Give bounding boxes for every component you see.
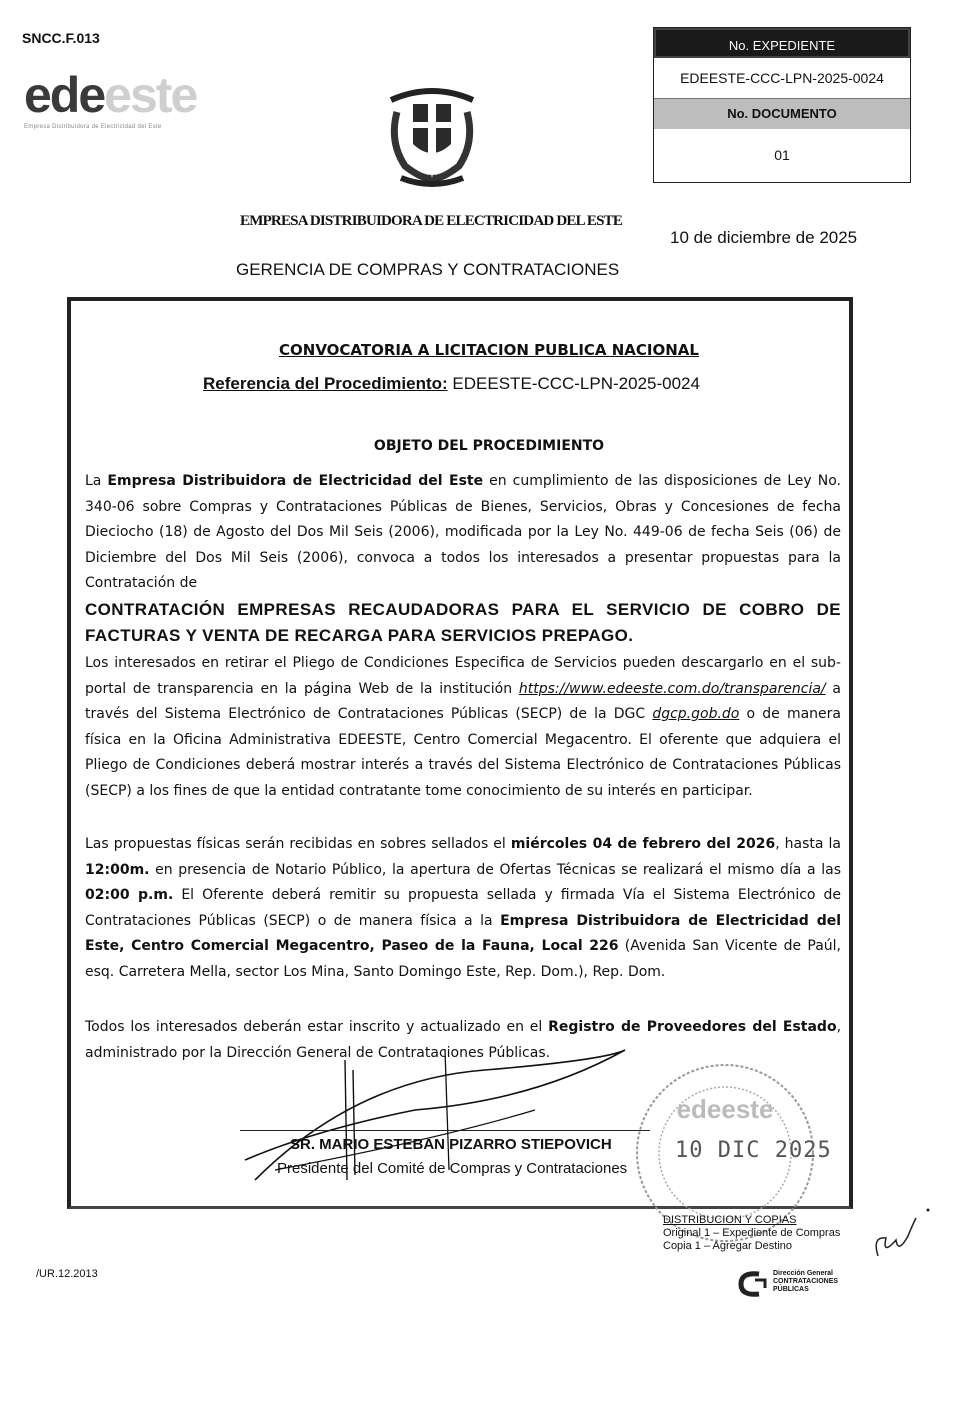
reference-label: Referencia del Procedimiento:: [203, 374, 448, 393]
distribution-title: DISTRIBUCION Y COPIAS: [663, 1214, 797, 1226]
document-date: 10 de diciembre de 2025: [670, 228, 858, 247]
expediente-value: EDEESTE-CCC-LPN-2025-0024: [654, 58, 910, 99]
distribution-line-2: Copia 1 – Agregar Destino: [663, 1240, 793, 1252]
expediente-label: No. EXPEDIENTE: [654, 28, 910, 58]
form-code: SNCC.F.013: [22, 30, 100, 46]
paragraph-download: Los interesados en retirar el Pliego de Condiciones Especifica de Servicios pueden descargarlo en el sub-portal de transparencia en la página Web de la institución https://www.edeeste.com.do/transparencia/ a través del Sistema Electrónico de Contrataciones Públicas (SECP) de la DGC dgcp.gob.do o de manera física en la Oficina Administrativa EDEESTE, Centro Comercial Megacentro. El oferente que adquiera el Pliego de Condiciones deberá mostrar interés a través del Sistema Electrónico de Contrataciones Públicas (SECP) a los fines de que la entidad contratante tome conocimiento de su interés en participar.: [85, 655, 841, 799]
form-version: /UR.12.2013: [36, 1268, 98, 1280]
notice-title: CONVOCATORIA A LICITACION PUBLICA NACIONAL: [279, 341, 699, 359]
distribution-block: [663, 1214, 840, 1253]
signer-role: Presidente del Comité de Compras y Contrataciones: [277, 1160, 628, 1177]
documento-value: 01: [774, 147, 790, 163]
signature-line: [240, 1130, 650, 1131]
documento-label: No. DOCUMENTO: [654, 99, 910, 129]
svg-text:edeeste: edeeste: [676, 1094, 774, 1124]
handwritten-initials: [868, 1196, 938, 1266]
dgcp-link[interactable]: dgcp.gob.do: [652, 706, 740, 723]
logo-tagline: Empresa Distribuidora de Electricidad del Este: [24, 124, 162, 130]
department-name: GERENCIA DE COMPRAS Y CONTRATACIONES: [236, 260, 620, 279]
edeeste-logo: [24, 67, 224, 150]
distribution-line-1: Original 1 – Expediente de Compras: [663, 1227, 841, 1239]
transparency-link[interactable]: https://www.edeeste.com.do/transparencia/: [518, 680, 826, 697]
procurement-object: CONTRATACIÓN EMPRESAS RECAUDADORAS PARA EL SERVICIO DE COBRO DE FACTURAS Y VENTA DE RECARGA PARA SERVICIOS PREPAGO.: [85, 599, 841, 645]
logo-word-este: este: [104, 67, 197, 123]
dgcp-logo-text: Dirección General CONTRATACIONES PÚBLICAS: [773, 1270, 839, 1293]
stamp-date: 10 DIC 2025: [675, 1138, 832, 1163]
company-name: EMPRESA DISTRIBUIDORA DE ELECTRICIDAD DEL ESTE: [240, 213, 623, 229]
procedure-reference: [203, 374, 700, 394]
reference-value: EDEESTE-CCC-LPN-2025-0024: [452, 374, 700, 393]
paragraph-registry: Todos los interesados deberán estar inscrito y actualizado en el Registro de Proveedores del Estado, administrado por la Dirección General de Contrataciones Públicas.: [85, 1019, 842, 1061]
coat-of-arms-icon: [383, 82, 481, 190]
paragraph-object: La Empresa Distribuidora de Electricidad del Este en cumplimiento de las disposiciones de Ley No. 340-06 sobre Compras y Contrataciones Públicas de Bienes, Servicios, Obras y Concesiones de fecha Dieciocho (18) de Agosto del Dos Mil Seis (2006), modificada por la Ley No. 449-06 de fecha Seis (06) de Diciembre del Dos Mil Seis (2006), convoca a todos los interesados a presentar propuestas para la Contratación de CONTRATACIÓN EMPRESAS RECAUDADORAS PARA EL SERVICIO DE COBRO DE FACTURAS Y VENTA DE RECARGA PARA SERVICIOS PREPAGO.: [85, 469, 841, 649]
logo-word-ede: ede: [24, 67, 105, 123]
expediente-box: [653, 27, 911, 183]
signer-name: SR. MARIO ESTEBAN PIZARRO STIEPOVICH: [290, 1136, 612, 1153]
object-title: OBJETO DEL PROCEDIMIENTO: [373, 438, 605, 454]
paragraph-reception: Las propuestas físicas serán recibidas en sobres sellados el miércoles 04 de febrero del 2026, hasta la 12:00m. en presencia de Notario Público, la apertura de Ofertas Técnicas se realizará el mismo día a las 02:00 p.m. El Oferente deberá remitir su propuesta sellada y firmada Vía el Sistema Electrónico de Contrataciones Públicas (SECP) o de manera física a la Empresa Distribuidora de Electricidad del Este, Centro Comercial Megacentro, Paseo de la Fauna, Local 226 (Avenida San Vicente de Paúl, esq. Carretera Mella, sector Los Mina, Santo Domingo Este, Rep. Dom.), Rep. Dom.: [85, 836, 842, 980]
